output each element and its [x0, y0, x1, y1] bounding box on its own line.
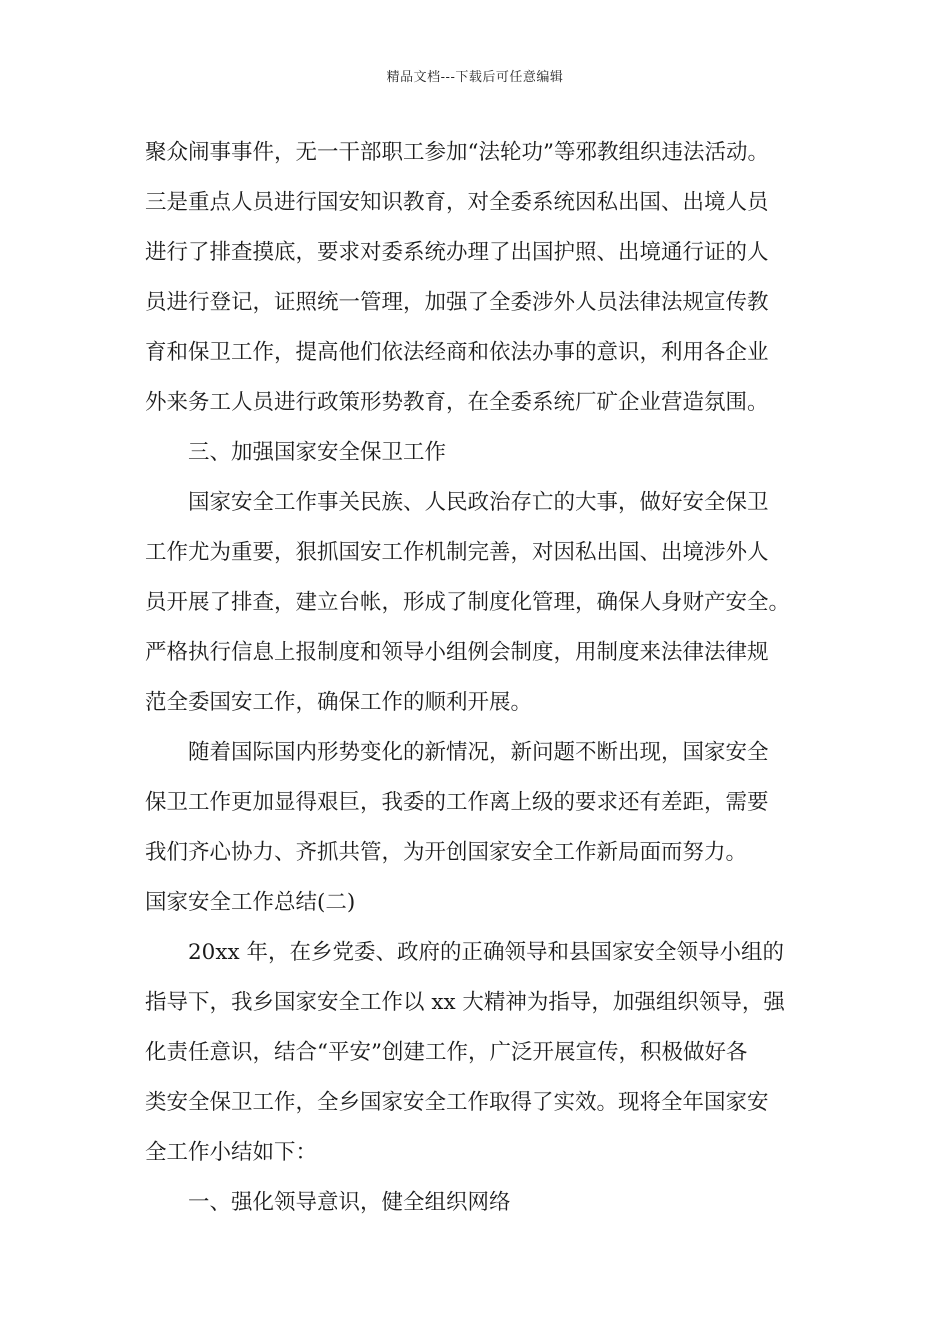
text-line: 指导下，我乡国家安全工作以 xx 大精神为指导，加强组织领导，强 — [145, 990, 785, 1015]
text-line: 随着国际国内形势变化的新情况，新问题不断出现，国家安全 — [188, 740, 769, 765]
text-line: 外来务工人员进行政策形势教育，在全委系统厂矿企业营造氛围。 — [145, 390, 769, 415]
text-line: 三、加强国家安全保卫工作 — [188, 440, 447, 465]
text-line: 范全委国安工作，确保工作的顺利开展。 — [145, 690, 533, 715]
text-line: 一、强化领导意识，健全组织网络 — [188, 1190, 511, 1215]
text-line: 类安全保卫工作，全乡国家安全工作取得了实效。现将全年国家安 — [145, 1090, 769, 1115]
text-line: 严格执行信息上报制度和领导小组例会制度，用制度来法律法律规 — [145, 640, 769, 665]
text-line: 进行了排查摸底，要求对委系统办理了出国护照、出境通行证的人 — [145, 240, 769, 265]
text-line: 我们齐心协力、齐抓共管，为开创国家安全工作新局面而努力。 — [145, 840, 748, 865]
text-line: 国家安全工作总结(二) — [145, 890, 356, 915]
text-line: 20xx 年，在乡党委、政府的正确领导和县国家安全领导小组的 — [188, 940, 784, 965]
text-line: 国家安全工作事关民族、人民政治存亡的大事，做好安全保卫 — [188, 490, 769, 515]
text-line: 化责任意识，结合“平安”创建工作，广泛开展宣传，积极做好各 — [145, 1040, 748, 1065]
document-body — [145, 128, 817, 1228]
text-line: 育和保卫工作，提高他们依法经商和依法办事的意识，利用各企业 — [145, 340, 769, 365]
text-line: 全工作小结如下： — [145, 1140, 318, 1165]
text-line: 聚众闹事事件，无一干部职工参加“法轮功”等邪教组织违法活动。 — [145, 140, 769, 165]
text-line: 三是重点人员进行国安知识教育，对全委系统因私出国、出境人员 — [145, 190, 769, 215]
text-line: 工作尤为重要，狠抓国安工作机制完善，对因私出国、出境涉外人 — [145, 540, 769, 565]
text-line: 员开展了排查，建立台帐，形成了制度化管理，确保人身财产安全。 — [145, 590, 791, 615]
text-line: 员进行登记，证照统一管理，加强了全委涉外人员法律法规宣传教 — [145, 290, 769, 315]
page-header: 精品文档---下载后可任意编辑 — [386, 70, 564, 85]
text-line: 保卫工作更加显得艰巨，我委的工作离上级的要求还有差距，需要 — [145, 790, 769, 815]
